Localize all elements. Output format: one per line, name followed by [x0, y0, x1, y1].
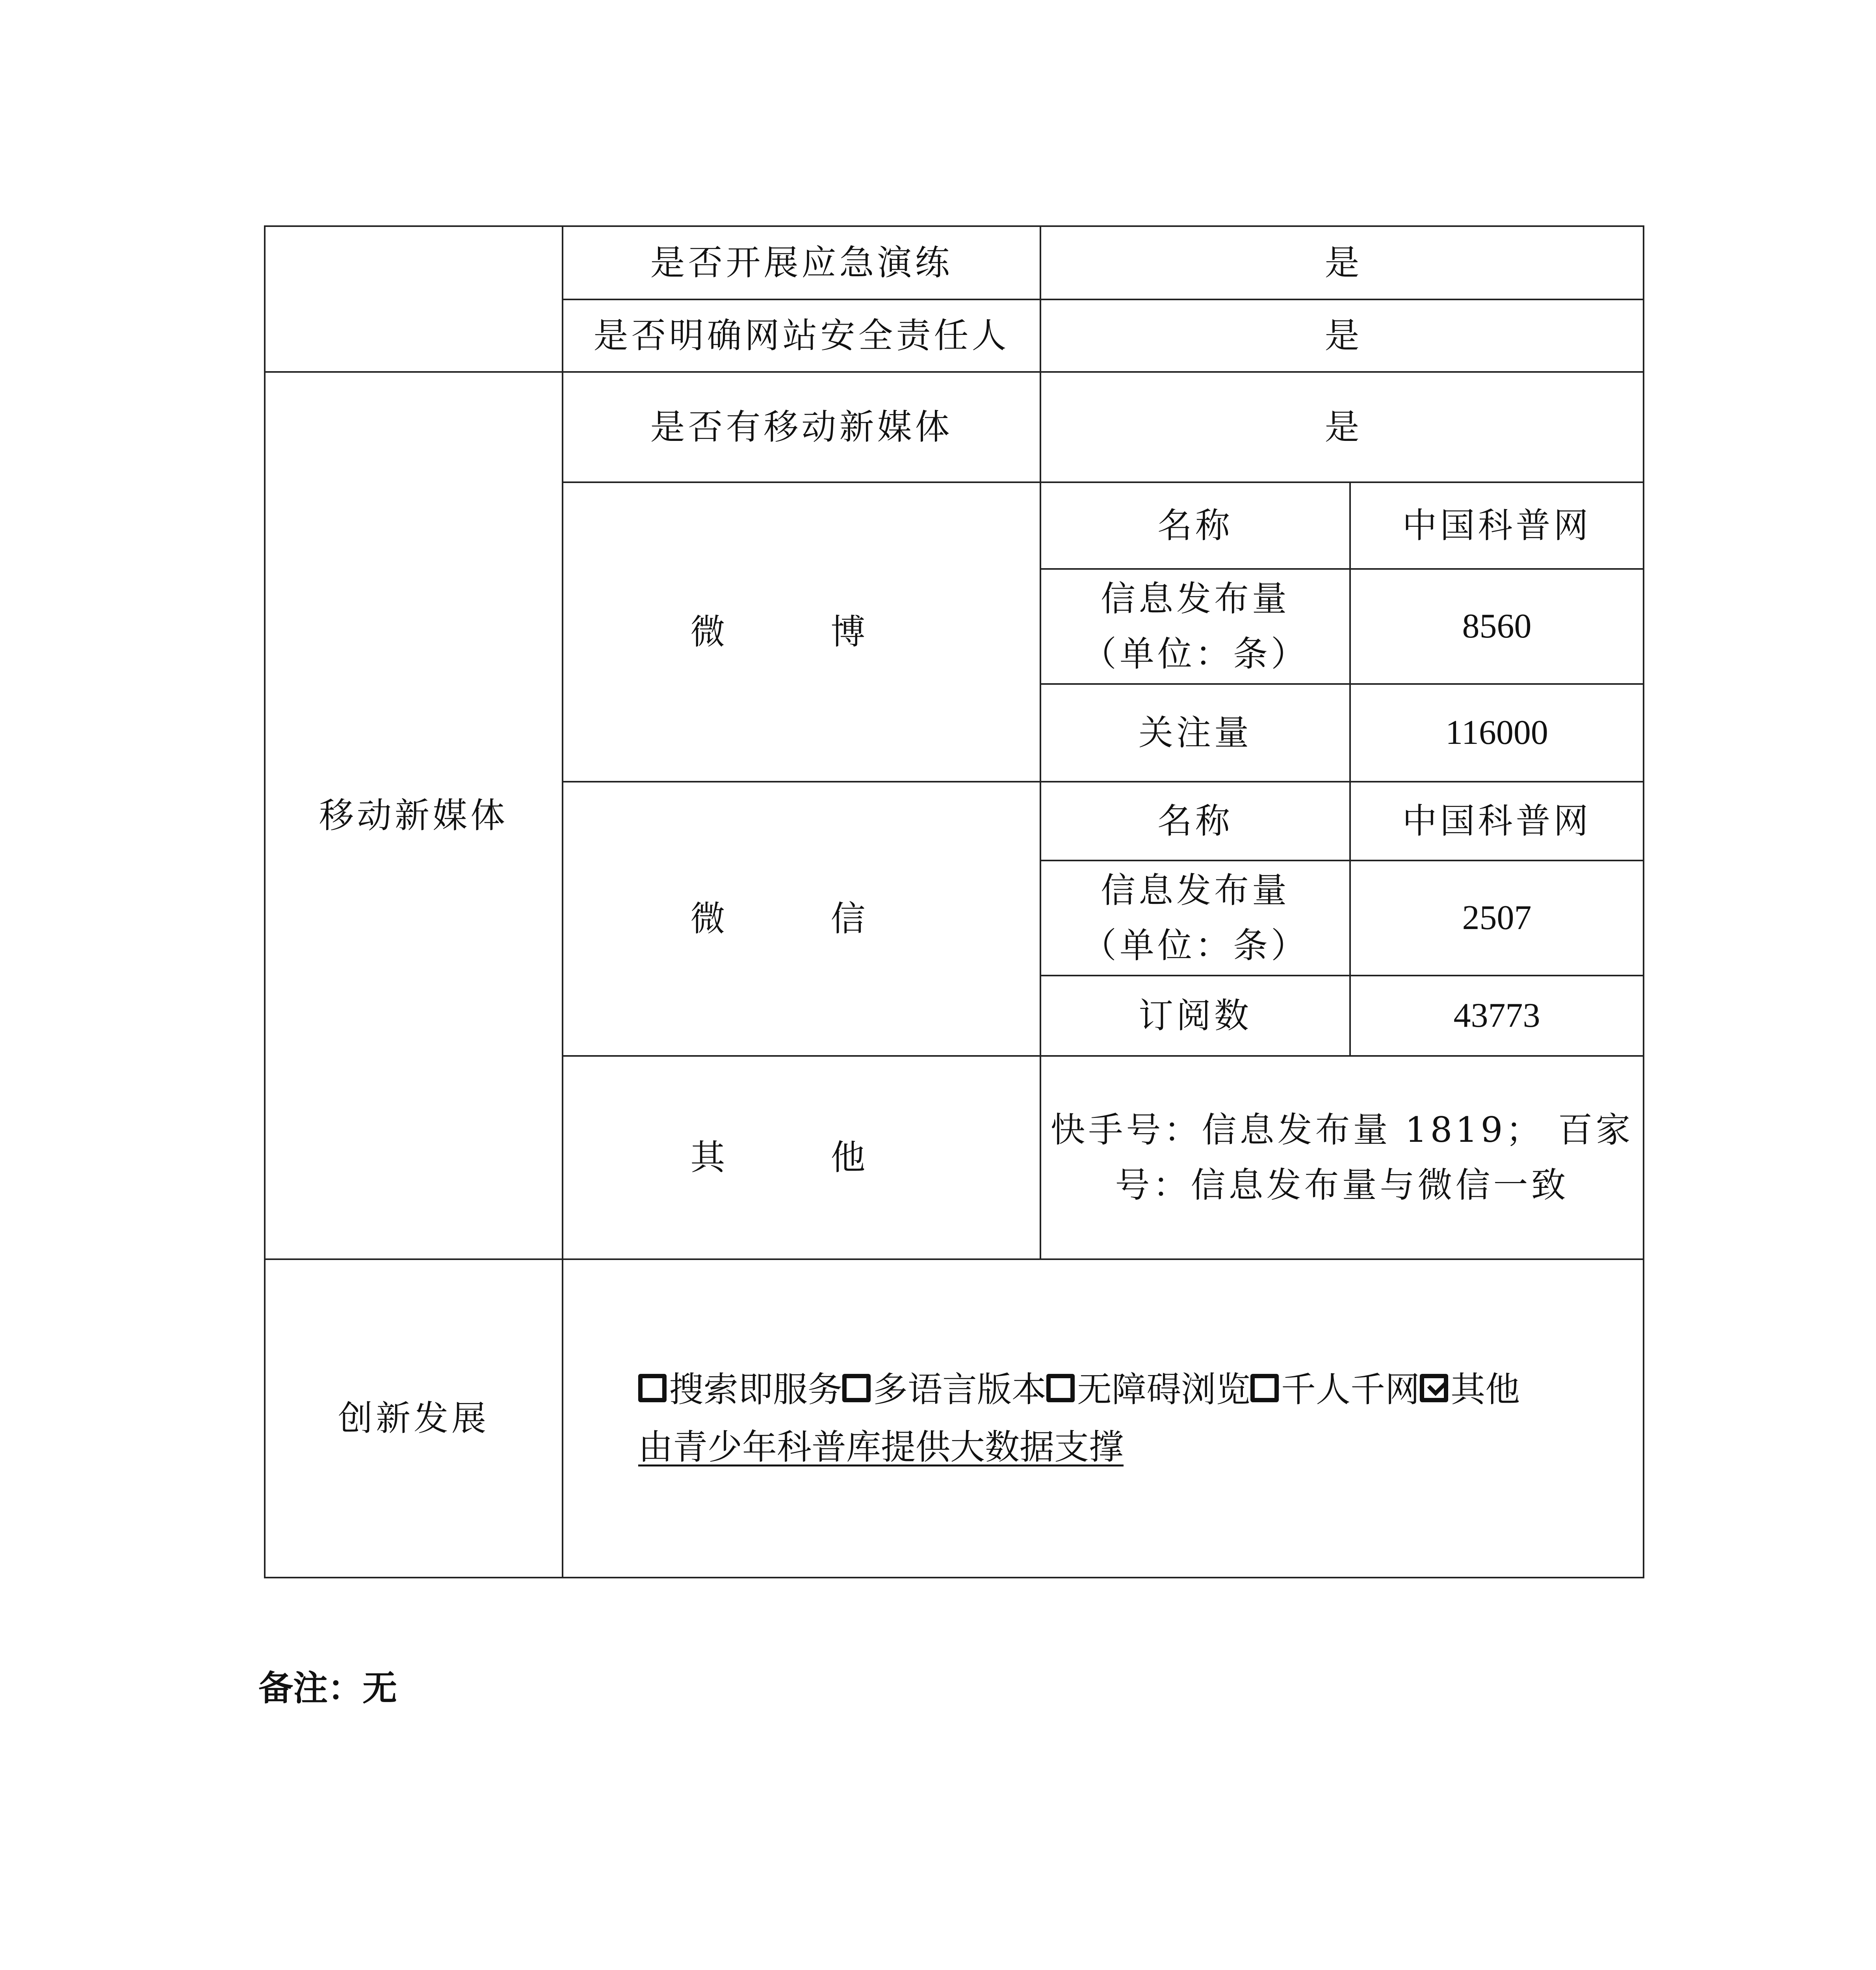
has-mobile-media-label: 是否有移动新媒体 [563, 372, 1040, 482]
other-media-text-line1: 快手号：信息发布量 1819； 百家 [1050, 1110, 1634, 1150]
weibo-publish-value: 8560 [1350, 569, 1644, 684]
option-label: 搜索即服务 [669, 1369, 843, 1410]
option-search-service[interactable] [638, 1362, 842, 1417]
weibo-publish-label-line1: 信息发布量 [1100, 578, 1290, 619]
option-label: 多语言版本 [873, 1369, 1047, 1410]
option-other[interactable] [1420, 1362, 1520, 1417]
checkbox-icon[interactable] [1250, 1374, 1279, 1402]
option-accessibility[interactable] [1046, 1362, 1250, 1417]
wechat-publish-label-line1: 信息发布量 [1100, 870, 1290, 911]
weibo-publish-label-line2: （单位：条） [1081, 634, 1309, 674]
innovation-label: 创新发展 [265, 1259, 563, 1578]
wechat-name-value: 中国科普网 [1350, 782, 1644, 860]
other-media-label: 其 他 [563, 1056, 1040, 1259]
weibo-publish-label [1040, 569, 1350, 684]
other-media-text-line2: 号：信息发布量与微信一致 [1115, 1165, 1569, 1205]
wechat-subscribe-label: 订阅数 [1040, 976, 1350, 1056]
option-label: 无障碍浏览 [1077, 1369, 1251, 1410]
option-label: 其他 [1451, 1369, 1520, 1410]
checkbox-icon[interactable] [638, 1374, 667, 1402]
wechat-publish-label [1040, 860, 1350, 976]
innovation-other-text: 由青少年科普库提供大数据支撑 [638, 1427, 1124, 1467]
mobile-media-section-label: 移动新媒体 [265, 372, 563, 1259]
wechat-publish-label-line2: （单位：条） [1081, 925, 1309, 966]
option-multilingual[interactable] [842, 1362, 1046, 1417]
weibo-follow-label: 关注量 [1040, 684, 1350, 782]
innovation-options [638, 1362, 1627, 1417]
drill-value: 是 [1040, 226, 1644, 299]
weibo-label: 微 博 [563, 482, 1040, 782]
remark-note: 备注：无 [258, 1668, 397, 1708]
option-personalized[interactable] [1250, 1362, 1420, 1417]
weibo-name-value: 中国科普网 [1350, 482, 1644, 569]
wechat-label: 微 信 [563, 782, 1040, 1056]
has-mobile-media-value: 是 [1040, 372, 1644, 482]
table-row [265, 1259, 1644, 1578]
table-row [265, 372, 1644, 482]
checkbox-icon[interactable] [842, 1374, 871, 1402]
wechat-name-label: 名称 [1040, 782, 1350, 860]
security-officer-value: 是 [1040, 299, 1644, 372]
weibo-follow-value: 116000 [1350, 684, 1644, 782]
security-officer-label: 是否明确网站安全责任人 [563, 299, 1040, 372]
wechat-subscribe-value: 43773 [1350, 976, 1644, 1056]
security-section-cell [265, 226, 563, 372]
weibo-name-label: 名称 [1040, 482, 1350, 569]
wechat-publish-value: 2507 [1350, 860, 1644, 976]
report-table [264, 225, 1644, 1578]
checkbox-icon[interactable] [1046, 1374, 1075, 1402]
innovation-content [563, 1259, 1644, 1578]
option-label: 千人千网 [1281, 1369, 1420, 1410]
drill-label: 是否开展应急演练 [563, 226, 1040, 299]
table-row [265, 226, 1644, 299]
checkbox-checked-icon[interactable] [1420, 1374, 1448, 1402]
other-media-text [1040, 1056, 1644, 1259]
